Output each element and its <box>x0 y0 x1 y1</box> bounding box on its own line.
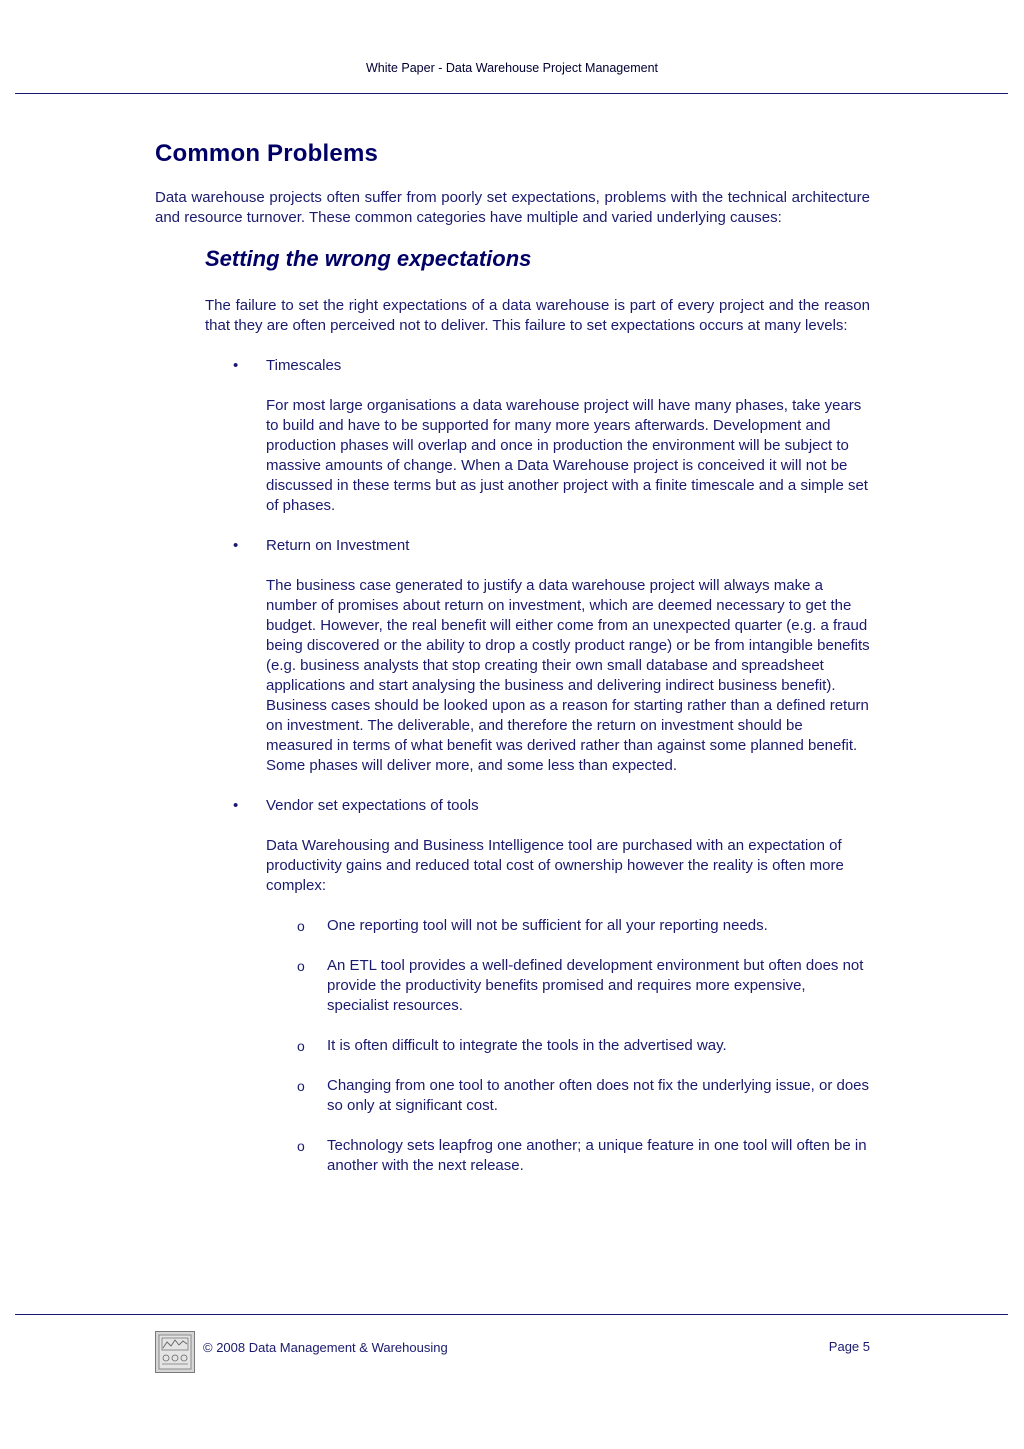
list-item-title: Timescales <box>266 357 342 374</box>
sub-list-item-text: Changing from one tool to another often does not fix the underlying issue, or does so only at significant cost. <box>327 1077 870 1114</box>
running-header: White Paper - Data Warehouse Project Management <box>365 61 659 75</box>
sub-bullet-marker: o <box>297 1138 305 1154</box>
list-item-vendor-expectations <box>205 796 870 1176</box>
sub-list-item-text: An ETL tool provides a well-defined development environment but often does not provide the productivity benefits promised and requires more expensive, specialist resources. <box>327 957 864 1014</box>
sub-list-item-text: It is often difficult to integrate the tools in the advertised way. <box>327 1037 727 1054</box>
sub-list-item <box>266 956 870 1016</box>
tool-issues-list <box>266 916 870 1176</box>
section-intro-paragraph: The failure to set the right expectations of a data warehouse is part of every project and the reason that they are often perceived not to deliver. This failure to set expectations occurs at many levels: <box>205 297 870 334</box>
list-item-title: Return on Investment <box>266 537 410 554</box>
logo-graphic <box>156 1332 194 1372</box>
sub-list-item <box>266 1076 870 1116</box>
sub-list-item <box>266 1036 870 1056</box>
sub-list-item <box>266 1136 870 1176</box>
sub-bullet-marker: o <box>297 1078 305 1094</box>
list-item-timescales <box>205 356 870 516</box>
bullet-marker: • <box>233 357 239 374</box>
sub-bullet-marker: o <box>297 918 305 934</box>
footer-copyright: © 2008 Data Management & Warehousing <box>203 1340 448 1355</box>
sub-bullet-marker: o <box>297 1038 305 1054</box>
section-wrong-expectations <box>205 246 870 1176</box>
sub-list-item <box>266 916 870 936</box>
intro-paragraph: Data warehouse projects often suffer from poorly set expectations, problems with the technical architecture and resource turnover. These common categories have multiple and varied underlying causes: <box>155 189 870 226</box>
list-item-return-on-investment <box>205 536 870 776</box>
list-item-body: Data Warehousing and Business Intelligence tool are purchased with an expectation of productivity gains and reduced total cost of ownership however the reality is often more complex: <box>266 837 844 894</box>
list-item-body: For most large organisations a data warehouse project will have many phases, take years to build and have to be supported for many more years afterwards. Development and production phases will overlap and once in production the environment will be subject to massive amounts of change. When a Data Warehouse project is conceived it will not be discussed in these terms but as just another project with a finite timescale and a simple set of phases. <box>266 397 868 514</box>
company-logo-icon <box>155 1331 195 1373</box>
page-number: Page 5 <box>828 1339 870 1354</box>
page-title: Common Problems <box>155 140 379 167</box>
list-item-body: The business case generated to justify a data warehouse project will always make a number of promises about return on investment, which are deemed necessary to get the budget. However, the real benefit will either come from an unexpected quarter (e.g. a fraud being discovered or the ability to drop a costly product range) or be from intangible benefits (e.g. business analysts that stop creating their own small database and spreadsheet applications and start analysing the business and delivering indirect business benefit). Business cases should be looked upon as a reason for starting rather than a defined return on investment. The deliverable, and therefore the return on investment should be measured in terms of what benefit was derived rather than against some planned benefit. Some phases will deliver more, and some less than expected. <box>266 577 870 774</box>
list-item-title: Vendor set expectations of tools <box>266 797 479 814</box>
sub-list-item-text: Technology sets leapfrog one another; a unique feature in one tool will often be in another with the next release. <box>327 1137 867 1174</box>
bullet-marker: • <box>233 537 239 554</box>
sub-list-item-text: One reporting tool will not be sufficient for all your reporting needs. <box>327 917 768 934</box>
sub-bullet-marker: o <box>297 958 305 974</box>
bullet-marker: • <box>233 797 239 814</box>
page-body <box>155 140 870 1196</box>
expectation-list <box>205 356 870 1176</box>
footer-rule <box>15 1314 1008 1315</box>
section-heading: Setting the wrong expectations <box>205 246 532 271</box>
header-rule <box>15 93 1008 94</box>
